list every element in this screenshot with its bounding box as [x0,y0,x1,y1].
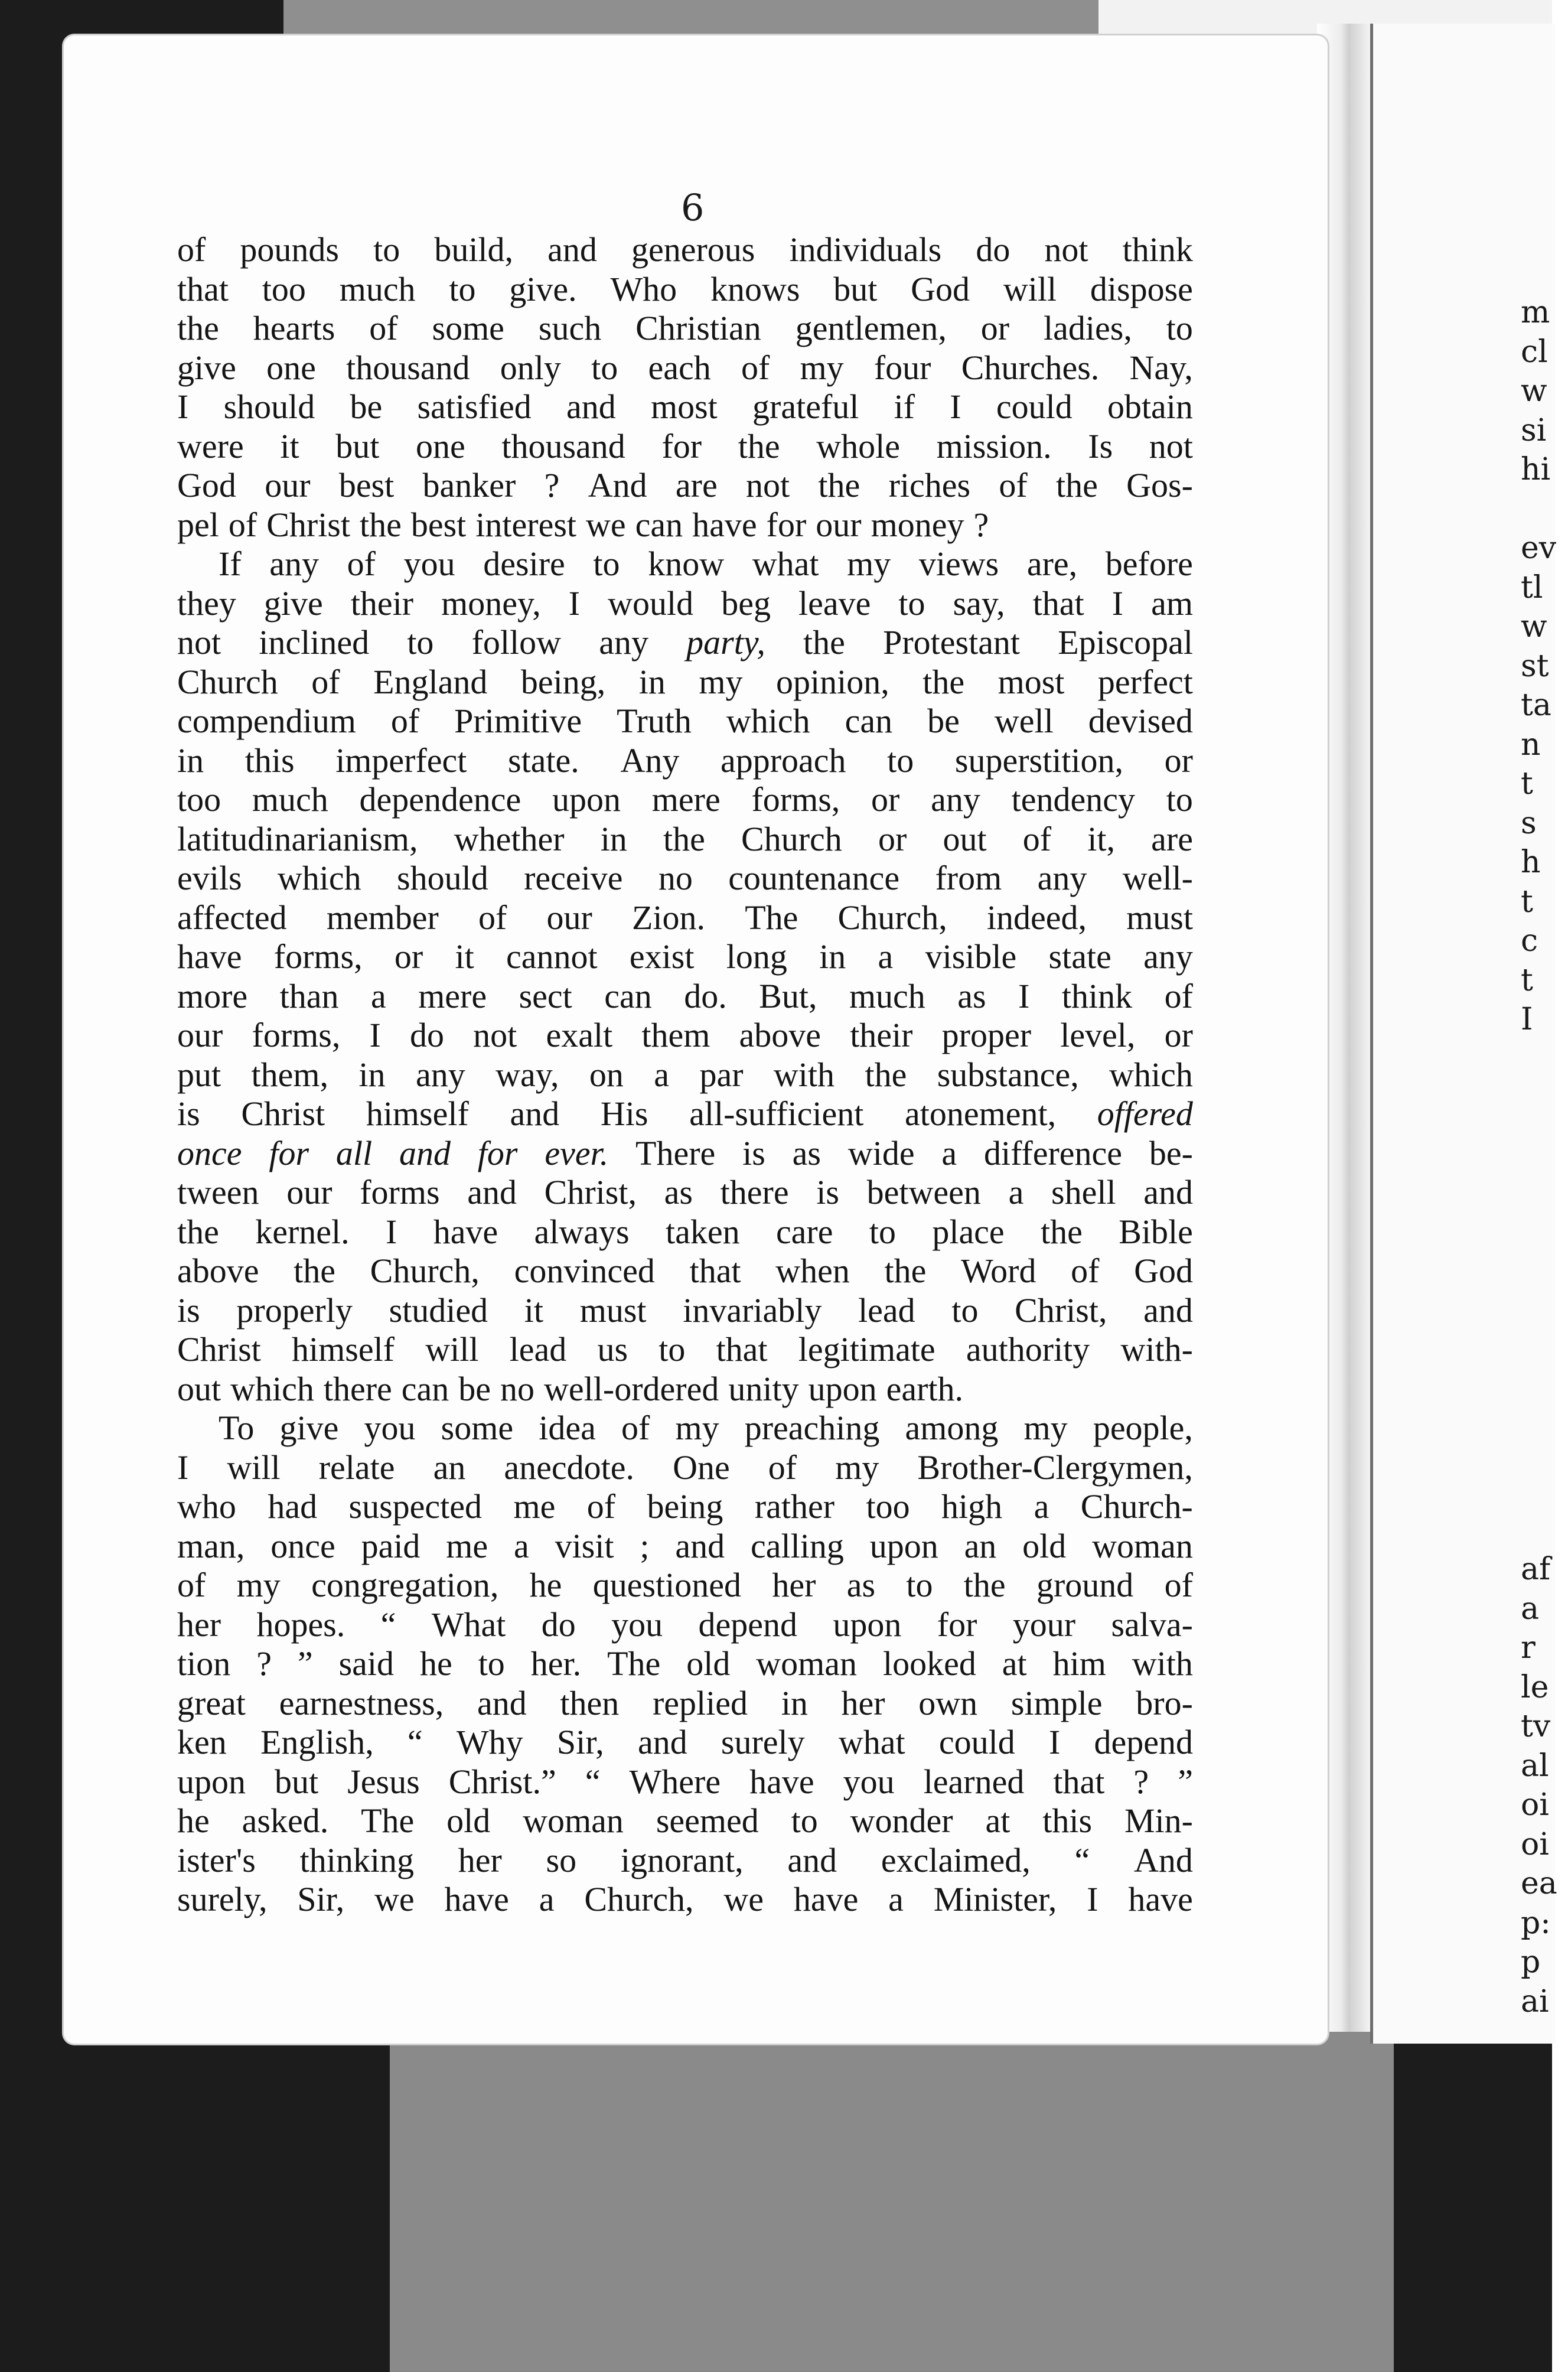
text-line: God our best banker ? And are not the riches of the Gos- [177,466,1193,504]
text-line: pel of Christ the best interest we can have for our money ? [177,505,989,544]
text-line: in this imperfect state. Any approach to superstition, or [177,741,1193,780]
facing-page-fragment: h [1521,845,1541,880]
text-line: have forms, or it cannot exist long in a visible state any [177,937,1193,976]
facing-page-fragment: s [1521,805,1537,841]
facing-page-fragment: p [1521,1944,1541,1980]
facing-page-fragment: oi [1521,1826,1549,1862]
text-line: put them, in any way, on a par with the substance, which [177,1055,1193,1094]
text-line: too much dependence upon mere forms, or any tendency to [177,780,1193,819]
text-line: not inclined to follow any party, the Protestant Episcopal [177,623,1193,662]
text-line: who had suspected me of being rather too high a Church- [177,1487,1193,1526]
facing-page-fragment: st [1521,648,1549,684]
facing-page-fragment: tl [1521,569,1543,605]
facing-page-fragment: cl [1521,334,1548,370]
text-line: they give their money, I would beg leave to say, that I am [177,584,1193,623]
text-line: is properly studied it must invariably lead to Christ, and [177,1291,1193,1330]
text-line: ister's thinking her so ignorant, and exclaimed, “ And [177,1840,1193,1879]
text-line: the kernel. I have always taken care to place the Bible [177,1212,1193,1251]
facing-page-fragment: n [1521,726,1541,763]
facing-page-fragment: tv [1521,1709,1551,1744]
text-line: upon but Jesus Christ.” “ Where have you learned that ? ” [177,1762,1193,1801]
text-line: To give you some idea of my preaching among my people, [219,1409,1193,1447]
facing-page-fragment: t [1521,884,1533,920]
page-number: 6 [681,186,705,229]
text-line: affected member of our Zion. The Church, indeed, must [177,898,1193,937]
facing-page-fragment: w [1521,373,1547,409]
text-line: tion ? ” said he to her. The old woman looked at him with [177,1644,1193,1683]
text-line: I will relate an anecdote. One of my Brother-Clergymen, [177,1448,1193,1487]
text-line: tween our forms and Christ, as there is between a shell and [177,1173,1193,1211]
text-line: her hopes. “ What do you depend upon for your salva- [177,1605,1193,1644]
facing-page-fragment: a [1521,1591,1540,1627]
text-line: great earnestness, and then replied in her own simple bro- [177,1683,1193,1722]
text-line: Christ himself will lead us to that legitimate authority with- [177,1330,1193,1369]
facing-page-fragment: ta [1521,688,1551,723]
facing-page-fragment: m [1521,295,1550,330]
page-body-text [177,230,1193,1920]
text-line: surely, Sir, we have a Church, we have a Minister, I have [177,1880,1193,1918]
text-line: I should be satisfied and most grateful if I could obtain [177,387,1193,426]
text-line: the hearts of some such Christian gentlemen, or ladies, to [177,309,1193,347]
text-line: that too much to give. Who knows but God will dispose [177,269,1193,308]
text-line: give one thousand only to each of my four Churches. Nay, [177,348,1193,387]
text-line: of pounds to build, and generous individuals do not think [177,230,1193,269]
facing-page-fragment: ev [1521,530,1557,566]
facing-page-fragment: hi [1521,452,1551,487]
facing-page-fragment: p: [1521,1905,1551,1941]
text-line: above the Church, convinced that when the Word of God [177,1252,1193,1290]
text-line: of my congregation, he questioned her as to the ground of [177,1566,1193,1604]
facing-page [1370,24,1555,2044]
text-line: he asked. The old woman seemed to wonder at this Min- [177,1801,1193,1840]
facing-page-fragment: w [1521,609,1547,644]
text-line: is Christ himself and His all-sufficient atonement, offered [177,1094,1193,1133]
facing-page-fragment: af [1521,1552,1551,1587]
facing-page-fragment: al [1521,1748,1549,1784]
facing-page-fragment: ai [1521,1983,1549,2019]
text-line: compendium of Primitive Truth which can be well devised [177,702,1193,740]
facing-page-fragment: I [1521,1002,1533,1037]
facing-page-fragment: ea [1521,1866,1557,1901]
facing-page-fragment: r [1521,1630,1536,1666]
text-line: once for all and for ever. There is as wide a difference be- [177,1133,1193,1172]
facing-page-fragment: oi [1521,1787,1549,1823]
facing-page-fragment: le [1521,1669,1549,1705]
text-line: more than a mere sect can do. But, much as I think of [177,976,1193,1015]
text-line: latitudinarianism, whether in the Church or out of it, are [177,819,1193,858]
text-line: out which there can be no well-ordered unity upon earth. [177,1369,963,1408]
text-line: were it but one thousand for the whole mission. Is not [177,426,1193,465]
scanner-flap-bottom [390,2002,1394,2372]
text-line: Church of England being, in my opinion, the most perfect [177,662,1193,701]
facing-page-fragment: c [1521,923,1538,959]
text-line: evils which should receive no countenance from any well- [177,859,1193,897]
text-line: ken English, “ Why Sir, and surely what could I depend [177,1723,1193,1761]
facing-page-fragment: t [1521,962,1533,998]
text-line: our forms, I do not exalt them above their proper level, or [177,1016,1193,1054]
facing-page-fragment: t [1521,766,1533,801]
text-line: If any of you desire to know what my views are, before [219,545,1193,583]
facing-page-fragment: si [1521,412,1547,448]
text-line: man, once paid me a visit ; and calling upon an old woman [177,1526,1193,1565]
